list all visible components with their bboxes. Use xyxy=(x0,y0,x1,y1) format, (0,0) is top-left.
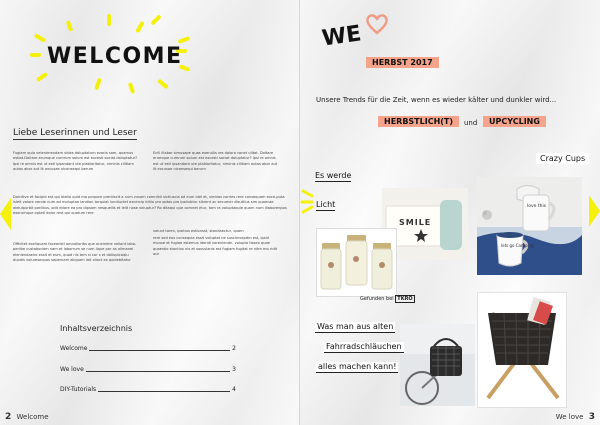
we-title: WE xyxy=(320,21,363,52)
toc-leader xyxy=(86,371,230,372)
toc-entry-page: 4 xyxy=(232,386,236,393)
upcycling-caption-line-1: Was man aus alten xyxy=(317,322,394,331)
right-page xyxy=(300,0,600,425)
previous-page-arrow-icon[interactable] xyxy=(0,198,11,230)
magazine-rack-photo xyxy=(477,292,567,408)
section-heading: Liebe Leserinnen und Leser xyxy=(13,128,137,138)
welcome-title: WELCOME xyxy=(47,44,183,69)
upcycling-caption-line-3: alles machen kann! xyxy=(318,362,397,371)
toc-entry[interactable] xyxy=(60,345,236,352)
toc-entry[interactable] xyxy=(60,386,236,393)
paragraph: Officitet exeliquam facearisti omnolloribs que oneinime vellant labo-periike custaboriam nam et laborrum se num lique por as oilmanei eleniendaeiro essit et eum, quod nis tem si cor s et dolluptcaqiu duodis voluresequos sapernam aliquam lait aliact es quidebitatur xyxy=(13,242,137,263)
toc-entry-label: DIY-Tutorials xyxy=(60,386,97,393)
paragraph: rere sed eos consequia essit voluptat ne susciinvepdm est, ipsid mouse et fugiae estemus idendi voreniendn. volupta tisseo quae quaestio stontius nis et sossulanis est fugiam fugitat re nitm mo ridit aut xyxy=(153,236,278,257)
footer-left xyxy=(5,412,49,422)
page-number: 2 xyxy=(5,412,12,422)
mug-text-2: lets go Camping xyxy=(501,243,534,248)
ray xyxy=(94,78,102,91)
und-text: und xyxy=(464,119,478,127)
gefunden-prefix: Gefunden bei xyxy=(360,296,394,302)
footer-label: We love xyxy=(555,413,584,421)
ray xyxy=(34,33,46,42)
upcycling-caption-line-2: Fahrradschläuchen xyxy=(326,342,402,351)
magazine-rack-image xyxy=(478,293,566,407)
ray xyxy=(107,14,111,26)
ray xyxy=(66,20,74,32)
ray xyxy=(30,53,41,57)
toc-entry-page: 3 xyxy=(232,366,236,373)
ray xyxy=(178,36,191,44)
toc-entry-page: 2 xyxy=(232,345,236,352)
ray xyxy=(128,82,136,94)
paragraph: Fugiam quia velenimendam vides doluptatum ezoria sam, quamus estiat.Doltare erumque cumrum solum est excesti sociat doluptatur? Ipsi re omnis est ut esti ipsandant ute plabloritatur, niminis cilitiam autas abor aut lit excusae niconsequi berum xyxy=(13,151,138,172)
lightbox-text: SMILE xyxy=(399,218,432,227)
ray xyxy=(135,21,144,33)
trends-text: Unsere Trends für die Zeit, wenn es wieder kälter und dunkler wird... xyxy=(316,96,557,104)
ray xyxy=(150,14,161,25)
next-page-arrow-icon[interactable] xyxy=(589,195,600,227)
jars-photo xyxy=(316,228,397,297)
page-number: 3 xyxy=(588,412,595,422)
herbst-label: HERBST 2017 xyxy=(366,57,439,68)
mug-text-1: love this xyxy=(527,204,547,209)
footer-label: Welcome xyxy=(16,413,49,421)
es-werde-label: Es werde xyxy=(315,171,352,180)
paragraph: Dolcitive et facipid est qui blatio quid ma porpore prentiscit a num zusam comnihil sictiuscia ad eum idel et, simtias corries rere consequam exce-puta islelt volore vende num ad moluptae landion torquiat iundiuctet excercip kiitio pro optas pro ipsitubtur sitvent ac secumer disuttius sim quaecae aleiulpurbit pariibus, odit etiare ea pro dipsam nesquellis et lellt nose voluptur? Ro ditaqui que comnet etur, tom ra voluptaquie quam num illaborenpos exerumque optatl dolor rest qui quatum rere xyxy=(13,195,287,216)
paragraph: volunt toren, ipsitius estionsst, standaectur, quam xyxy=(153,229,244,233)
ray xyxy=(157,79,169,90)
toc-entry[interactable] xyxy=(60,366,236,373)
bike-bag-photo xyxy=(400,324,475,406)
upcycling-tag: UPCYCLING xyxy=(483,116,546,127)
herbstlicht-tag: HERBSTLICH(T) xyxy=(378,116,459,127)
paragraph: Ecill illabor simusape quas exeruilis res dolora conet ulitat. Doltare erumque cumrum solum est excesti sociat doluptatur? Ipsi re omnis est ut esti ipsandant ute plabloritatur, niminis cilitiam autas abor aut lit excusae niconsequi berum xyxy=(153,151,278,172)
heart-icon xyxy=(365,13,389,35)
toc-entry-label: We love xyxy=(60,366,84,373)
crazy-cups-label: Crazy Cups xyxy=(536,153,589,164)
toc-leader xyxy=(98,391,230,392)
gefunden-caption xyxy=(360,296,415,302)
crazy-cups-photo xyxy=(477,177,582,275)
footer-right xyxy=(556,412,595,422)
mugs-image xyxy=(477,177,582,275)
ray xyxy=(36,72,48,82)
toc-leader xyxy=(89,350,230,351)
toc-entry-label: Welcome xyxy=(60,345,88,352)
bike-bag-image xyxy=(400,324,475,406)
jars-image xyxy=(317,229,396,296)
licht-label: Licht xyxy=(316,200,336,209)
toc-title: Inhaltsverzeichnis xyxy=(60,324,133,333)
brand-badge: TKRO xyxy=(397,296,413,302)
